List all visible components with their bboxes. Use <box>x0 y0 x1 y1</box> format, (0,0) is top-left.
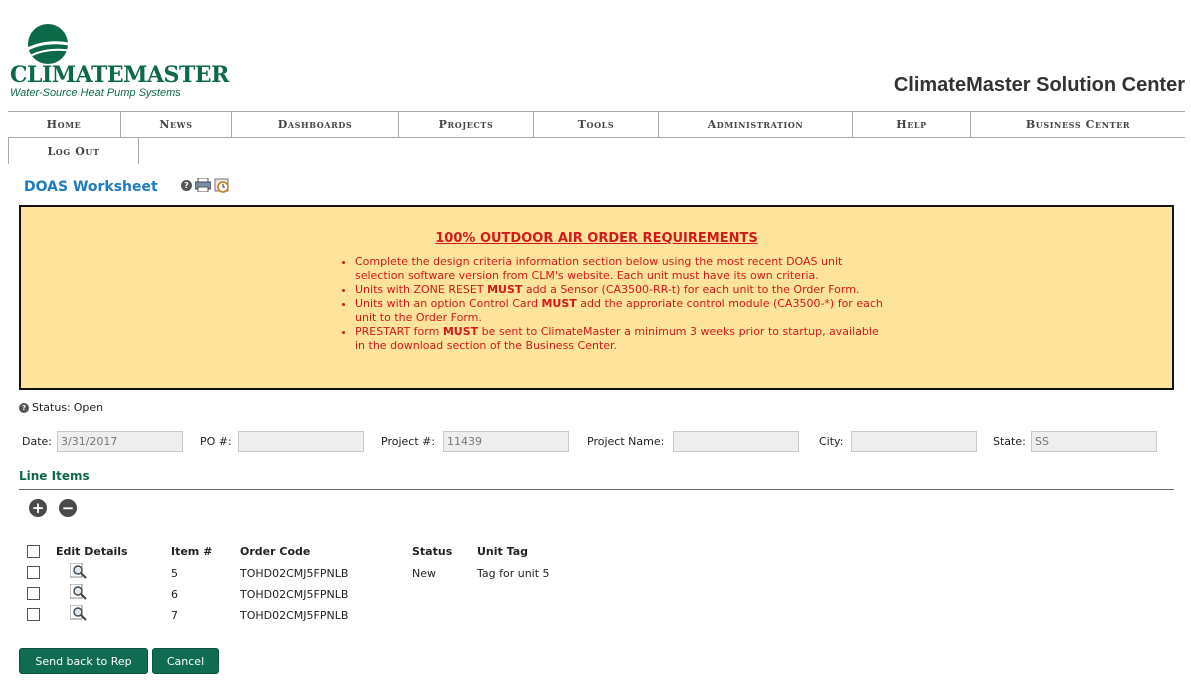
page-title: DOAS Worksheet <box>24 179 158 195</box>
column-header-order-code: Order Code <box>240 545 311 558</box>
project-name-field[interactable] <box>673 431 799 452</box>
brand-name: CLIMATEMASTER <box>10 62 229 88</box>
help-icon[interactable]: ? <box>19 403 29 413</box>
notice-bullet: • Units with ZONE RESET MUST add a Sensor (CA3500-RR-t) for each unit to the Order Form. <box>355 283 883 297</box>
nav-tools[interactable]: Tools <box>534 112 659 137</box>
cell-item-number: 5 <box>171 567 178 580</box>
add-line-item-icon[interactable]: + <box>29 499 47 517</box>
column-header-item-number: Item # <box>171 545 213 558</box>
nav-business-center[interactable]: Business Center <box>1025 118 1131 131</box>
row-checkbox[interactable] <box>27 608 40 621</box>
cell-order-code: TOHD02CMJ5FPNLB <box>240 567 349 580</box>
notice-bullets <box>343 255 883 353</box>
site-title: ClimateMaster Solution Center <box>893 74 1185 96</box>
line-items-title: Line Items <box>19 469 90 483</box>
history-icon[interactable] <box>214 177 230 193</box>
notice-bullet: • Units with an option Control Card MUST add the approriate control module (CA3500-*) for each unit to the Order Form. <box>355 297 883 325</box>
cell-order-code: TOHD02CMJ5FPNLB <box>240 609 349 622</box>
nav-projects[interactable]: Projects <box>399 112 534 137</box>
section-divider <box>19 489 1174 490</box>
magnifier-icon[interactable] <box>70 563 88 579</box>
po-label: PO #: <box>200 435 232 448</box>
send-back-to-rep-button[interactable]: Send back to Rep <box>19 648 148 674</box>
column-header-status: Status <box>412 545 453 558</box>
city-label: City: <box>819 435 844 448</box>
magnifier-icon[interactable] <box>70 605 88 621</box>
state-label: State: <box>993 435 1026 448</box>
cell-order-code: TOHD02CMJ5FPNLB <box>240 588 349 601</box>
state-field[interactable] <box>1031 431 1157 452</box>
nav-home[interactable]: Home <box>8 112 121 137</box>
remove-line-item-icon[interactable]: − <box>59 499 77 517</box>
status-value: Open <box>73 401 104 414</box>
status-line <box>19 401 103 414</box>
date-label: Date: <box>22 435 52 448</box>
cell-unit-tag: Tag for unit 5 <box>477 567 550 580</box>
nav-news[interactable]: News <box>121 112 232 137</box>
title-icons <box>181 177 230 193</box>
nav-help[interactable]: Help <box>853 112 971 137</box>
globe-logo-icon <box>26 22 70 66</box>
main-nav <box>8 111 1185 164</box>
project-number-label: Project #: <box>381 435 436 448</box>
notice-bullet: • PRESTART form MUST be sent to ClimateMaster a minimum 3 weeks prior to startup, available in the download section of the Business Center. <box>355 325 883 353</box>
date-field[interactable] <box>57 431 183 452</box>
cell-status: New <box>412 567 436 580</box>
column-header-edit-details: Edit Details <box>56 545 128 558</box>
nav-logout[interactable]: Log Out <box>47 144 100 158</box>
project-name-label: Project Name: <box>587 435 665 448</box>
help-icon[interactable]: ? <box>181 180 192 191</box>
nav-dashboards[interactable]: Dashboards <box>232 112 399 137</box>
nav-administration[interactable]: Administration <box>659 112 853 137</box>
order-requirements-notice <box>19 205 1174 390</box>
brand-tagline: Water-Source Heat Pump Systems <box>10 87 181 99</box>
status-label: Status: <box>32 401 71 414</box>
project-number-field[interactable] <box>443 431 569 452</box>
city-field[interactable] <box>851 431 977 452</box>
row-checkbox[interactable] <box>27 587 40 600</box>
row-checkbox[interactable] <box>27 566 40 579</box>
cell-item-number: 7 <box>171 609 178 622</box>
cell-item-number: 6 <box>171 588 178 601</box>
select-all-checkbox[interactable] <box>27 545 40 558</box>
cancel-button[interactable]: Cancel <box>152 648 219 674</box>
notice-heading: 100% OUTDOOR AIR ORDER REQUIREMENTS <box>435 231 758 246</box>
po-field[interactable] <box>238 431 364 452</box>
column-header-unit-tag: Unit Tag <box>477 545 529 558</box>
climatemaster-logo[interactable] <box>8 18 229 102</box>
print-icon[interactable] <box>195 178 211 192</box>
magnifier-icon[interactable] <box>70 584 88 600</box>
notice-bullet: • Complete the design criteria information section below using the most recent DOAS unit selection software version from CLM's website. Each unit must have its own criteria. <box>355 255 883 283</box>
